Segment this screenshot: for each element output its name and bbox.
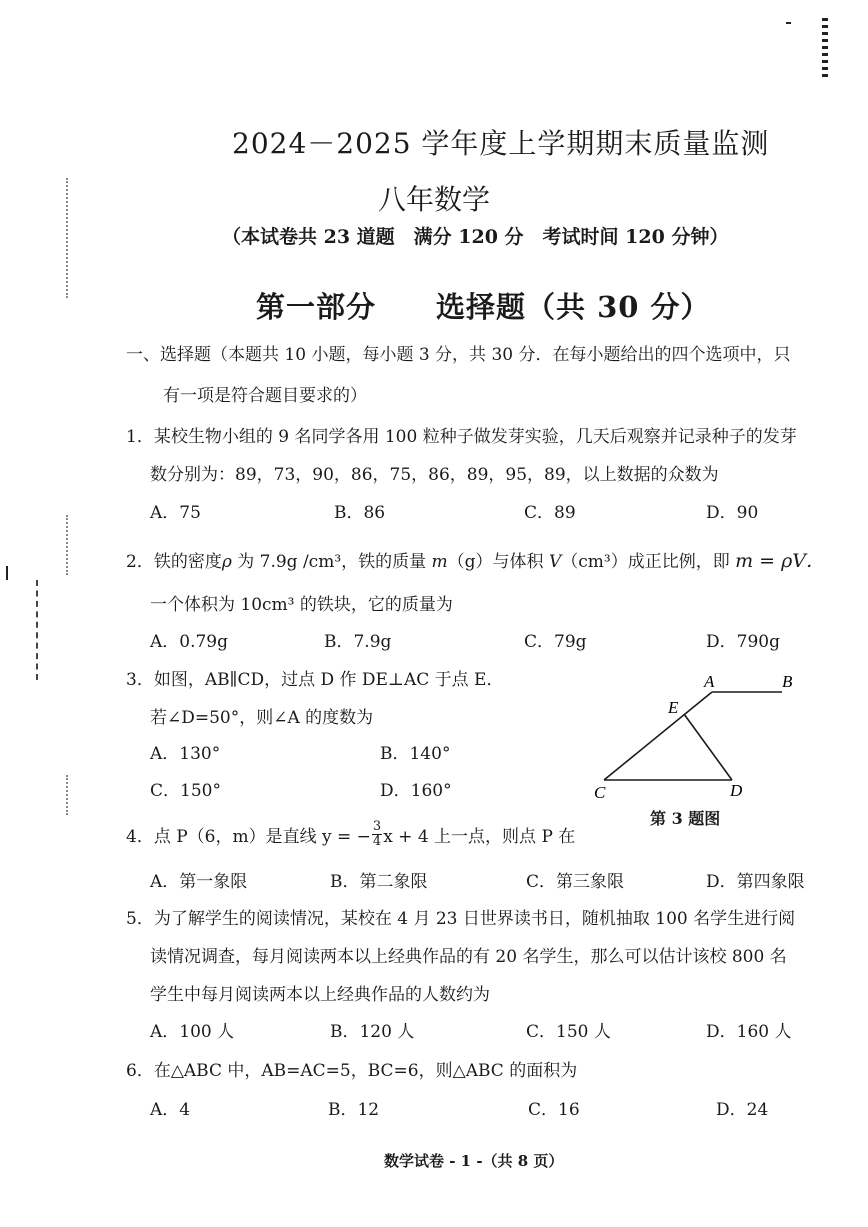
q1-line2: 数分别为：89，73，90，86，75，86，89，95，89，以上数据的众数为	[150, 465, 719, 485]
q5-option-d: D．160 人	[706, 1022, 792, 1042]
q2-text-b: 为 7.9g /cm³，铁的质量	[231, 552, 432, 572]
q4-frac-den: 4	[372, 834, 382, 849]
q2-rho: ρ	[221, 552, 232, 572]
q4-fraction	[372, 820, 382, 849]
binding-dots-low	[66, 775, 68, 815]
q2-formula: m = ρV．	[735, 550, 826, 572]
q5-option-b: B．120 人	[330, 1022, 415, 1042]
q1-option-c: C．89	[524, 503, 576, 523]
q4-option-a: A．第一象限	[150, 872, 248, 892]
q5-line2: 读情况调查，每月阅读两本以上经典作品的有 20 名学生，那么可以估计该校 800 名	[150, 947, 787, 967]
q2-option-b: B．7.9g	[324, 632, 392, 652]
binding-mark	[6, 566, 8, 580]
corner-mark	[786, 22, 791, 24]
q2-text-a: 2．铁的密度	[126, 552, 222, 572]
q3-figure-caption: 第 3 题图	[650, 809, 721, 828]
q2-line2: 一个体积为 10cm³ 的铁块，它的质量为	[150, 595, 453, 615]
q3-option-b: B．140°	[380, 744, 451, 764]
q4-option-d: D．第四象限	[706, 872, 805, 892]
q2-text-c: （g）与体积	[447, 552, 549, 572]
q1-line1: 1．某校生物小组的 9 名同学各用 100 粒种子做发芽实验，几天后观察并记录种子的发芽	[126, 427, 797, 447]
label-a: A	[704, 672, 715, 691]
exam-note: （本试卷共 23 道题 满分 120 分 考试时间 120 分钟）	[222, 226, 729, 248]
q5-line3: 学生中每月阅读两本以上经典作品的人数约为	[150, 985, 490, 1005]
q6-option-a: A．4	[150, 1100, 191, 1120]
q6-line1: 6．在△ABC 中，AB=AC=5，BC=6，则△ABC 的面积为	[126, 1061, 578, 1081]
q3-option-d: D．160°	[380, 781, 452, 801]
q2-m: m	[431, 552, 448, 572]
q3-figure	[586, 668, 806, 804]
q4-line	[126, 820, 575, 849]
binding-dots-mid	[66, 515, 68, 575]
section-instruction-line1: 一、选择题（本题共 10 小题，每小题 3 分，共 30 分．在每小题给出的四个选项中，只	[126, 345, 791, 365]
part-title: 第一部分 选择题（共 30 分）	[256, 290, 711, 324]
q3-line1: 3．如图，AB∥CD，过点 D 作 DE⊥AC 于点 E．	[126, 670, 504, 690]
q1-option-a: A．75	[150, 503, 201, 523]
q3-option-c: C．150°	[150, 781, 221, 801]
binding-dots-top	[66, 178, 68, 298]
scan-mark	[822, 18, 828, 78]
q4-option-c: C．第三象限	[526, 872, 625, 892]
page-footer: 数学试卷 - 1 -（共 8 页）	[384, 1152, 564, 1170]
q2-option-d: D．790g	[706, 632, 780, 652]
q5-option-a: A．100 人	[150, 1022, 235, 1042]
segment-ed	[684, 714, 732, 780]
q3-option-a: A．130°	[150, 744, 221, 764]
q2-option-a: A．0.79g	[150, 632, 229, 652]
q6-option-b: B．12	[328, 1100, 380, 1120]
exam-title: 2024－2025 学年度上学期期末质量监测	[232, 127, 770, 160]
q2-line1	[126, 546, 825, 573]
q6-option-d: D．24	[716, 1100, 769, 1120]
q2-text-d: （cm³）成正比例，即	[561, 552, 736, 572]
q2-option-c: C．79g	[524, 632, 587, 652]
q4-prefix: 4．点 P（6，m）是直线 y = −	[126, 827, 371, 847]
binding-dash-line	[36, 580, 38, 680]
q5-line1: 5．为了解学生的阅读情况，某校在 4 月 23 日世界读书日，随机抽取 100 名学生进行阅	[126, 909, 796, 929]
q1-option-b: B．86	[334, 503, 386, 523]
label-d: D	[730, 781, 743, 800]
label-e: E	[668, 698, 679, 717]
segment-ac	[604, 692, 712, 780]
q6-option-c: C．16	[528, 1100, 580, 1120]
section-instruction-line2: 有一项是符合题目要求的）	[163, 386, 367, 406]
q5-option-c: C．150 人	[526, 1022, 611, 1042]
q3-line2: 若∠D=50°，则∠A 的度数为	[150, 708, 374, 728]
exam-subtitle: 八年数学	[378, 183, 491, 216]
q4-suffix: x + 4 上一点，则点 P 在	[383, 827, 576, 847]
q1-option-d: D．90	[706, 503, 759, 523]
q4-option-b: B．第二象限	[330, 872, 428, 892]
q2-v: V	[548, 552, 562, 572]
q4-frac-num: 3	[372, 819, 382, 834]
label-b: B	[782, 672, 793, 691]
label-c: C	[594, 783, 606, 802]
